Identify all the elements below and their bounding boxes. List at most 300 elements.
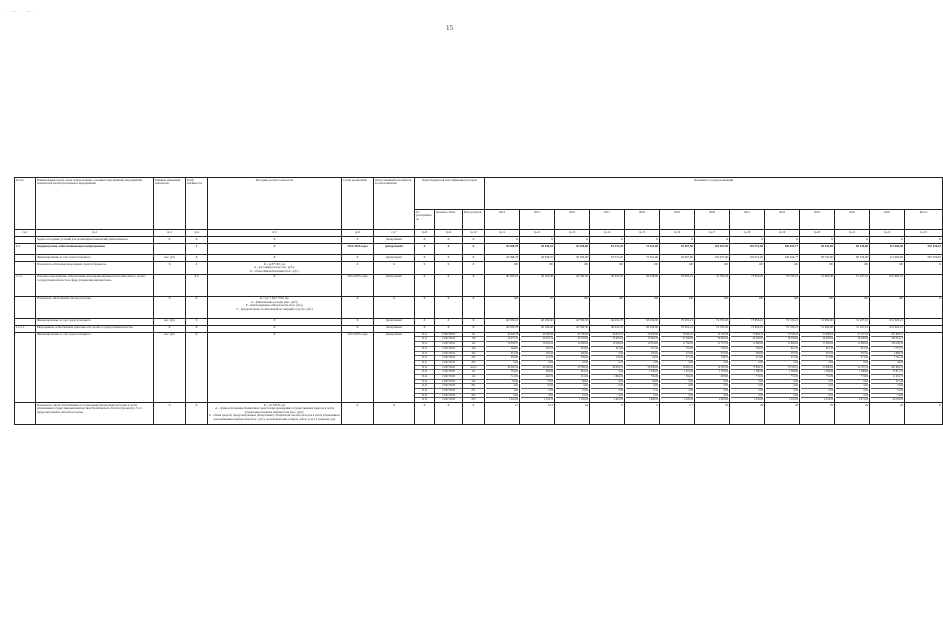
value-line: 0,00	[661, 380, 693, 385]
cell-name: Показатель «Исполнение сметы расходов»	[36, 296, 154, 318]
value-line: 1 596,60	[836, 370, 868, 375]
column-number: гр.17	[695, 230, 730, 237]
value-line: 0,00	[521, 389, 553, 394]
value-line: 2,00	[661, 389, 693, 394]
cell-value: 40 190,40	[520, 325, 555, 332]
cell-value: 29	[870, 403, 905, 425]
header-year: Итого	[905, 210, 943, 230]
value-line: 39 100,00	[766, 337, 798, 342]
code-line: 1520170010	[435, 352, 462, 357]
cell-value: Х	[905, 262, 943, 275]
value-line: 43,50	[556, 361, 588, 366]
cell-value: 70 720,21	[765, 274, 800, 296]
value-line: 51 107,10	[836, 333, 868, 338]
value-line: 2 354,00	[823, 398, 834, 402]
value-line: 1,60	[486, 389, 518, 394]
cell-name: Задача «Создание условий для реализации полномочий Департамента»	[36, 237, 154, 244]
cell-value: 40 649,35	[520, 255, 555, 262]
value-line: 1 580,00	[731, 370, 763, 375]
value-line: 784,50	[696, 347, 728, 352]
cell-value: 100	[660, 262, 695, 275]
cell-target-article: Х	[435, 244, 463, 255]
column-number: гр.13	[555, 230, 590, 237]
value-line: 0,00	[731, 389, 763, 394]
value-line: 0,00	[521, 361, 553, 366]
cell-coef: Х	[186, 332, 208, 402]
value-line: 138,70	[696, 356, 728, 361]
header-kbk: Коды бюджетной классификации расходов	[415, 178, 485, 210]
cell-value: Х	[905, 403, 943, 425]
method-line: Б - неисполненные обязательства (тыс. руб.);	[245, 303, 304, 308]
code-line: 122	[463, 342, 484, 347]
value-line: 74,40	[871, 384, 903, 389]
code-line: 853	[471, 398, 476, 402]
value-line: 56,40	[486, 380, 518, 385]
cell-value: 46 452,70	[590, 274, 625, 296]
cell-no	[15, 262, 36, 275]
cell-value: Х	[555, 237, 590, 244]
cell-value	[905, 318, 943, 325]
column-number: гр.21	[835, 230, 870, 237]
cell-value: Х	[905, 237, 943, 244]
cell-expense-type: Х	[463, 255, 485, 262]
cell-value: 100	[695, 296, 730, 318]
cell-method	[208, 262, 342, 275]
value-line: 537,50	[836, 352, 868, 357]
budget-table-wrapper	[14, 177, 942, 425]
value-line: 956,00	[521, 370, 553, 375]
value-line: 321,60	[591, 347, 623, 352]
cell-value: 49 388,78	[485, 255, 520, 262]
cell-no	[15, 318, 36, 325]
value-line: 227,40	[871, 380, 903, 385]
cell-value: 100	[870, 262, 905, 275]
cell-coef: Х	[186, 325, 208, 332]
column-number: гр.18	[730, 230, 765, 237]
cell-unit	[154, 244, 186, 255]
value-line: 373,50	[696, 352, 728, 357]
table-row	[15, 318, 943, 325]
column-number: гр.14	[590, 230, 625, 237]
value-line: 761,00	[486, 370, 518, 375]
code-line: 853	[463, 361, 484, 366]
value-line: 250,40	[521, 352, 553, 357]
column-number: гр.7	[374, 230, 415, 237]
header-year: 2016	[555, 210, 590, 230]
value-line: 10 552,60	[626, 342, 658, 347]
column-number: гр.8	[415, 230, 435, 237]
header-year: 2023	[800, 210, 835, 230]
cell-value-stack	[485, 332, 520, 402]
code-line: 0111	[415, 337, 434, 342]
value-line: 2 526,20	[683, 398, 694, 402]
value-line: 51 107,10	[836, 366, 868, 371]
table-row	[15, 274, 943, 296]
cell-value: Х	[520, 237, 555, 244]
cell-value: 76 002,21	[660, 318, 695, 325]
cell-no	[15, 403, 36, 425]
cell-value: 46 452,70	[590, 318, 625, 325]
code-line: 121	[463, 333, 484, 338]
cell-value: 63 373,20	[590, 244, 625, 255]
value-line: 250,00	[556, 356, 588, 361]
cell-value: 73 856,10	[730, 318, 765, 325]
value-line: 37 500,00	[661, 337, 693, 342]
header-year: 2020	[695, 210, 730, 230]
value-line: 70 720,21	[766, 366, 798, 371]
cell-value: 100	[590, 296, 625, 318]
table-row	[15, 296, 943, 318]
cell-expense-type: Х	[463, 318, 485, 325]
header-values: Значения по годам реализации	[485, 178, 943, 210]
cell-value: 51 900,00	[800, 274, 835, 296]
cell-responsible: Департамент	[374, 332, 415, 402]
cell-unit: тыс. руб.	[154, 255, 186, 262]
cell-period: Х	[342, 255, 374, 262]
cell-gr-rasp: Х	[415, 255, 435, 262]
table-row	[15, 255, 943, 262]
value-line: 0,00	[486, 394, 518, 399]
code-line: 0111	[415, 347, 434, 352]
header-no: № п/п	[15, 178, 36, 230]
value-line: 33 487,00	[591, 337, 623, 342]
column-number: гр.6	[342, 230, 374, 237]
cell-value: 43 769,30	[555, 325, 590, 332]
cell-value: 51 107,10	[835, 274, 870, 296]
cell-value-stack	[625, 332, 660, 402]
value-line: 2 098,20	[648, 398, 659, 402]
cell-period: Х	[342, 325, 374, 332]
cell-value: Х	[485, 237, 520, 244]
value-line: 58 439,90	[626, 366, 658, 371]
value-line: 0,00	[836, 361, 868, 366]
cell-method: Х	[208, 274, 342, 296]
cell-coef: Х	[186, 262, 208, 275]
cell-value-stack	[520, 332, 555, 402]
value-line: 0,00	[556, 384, 588, 389]
code-line: 0112	[415, 375, 434, 380]
header-coef: Коэф. значимости	[186, 178, 208, 230]
cell-value: Х	[905, 296, 943, 318]
value-line: 11 800,00	[731, 342, 763, 347]
cell-value: 3,12	[520, 403, 555, 425]
value-line: 0,00	[591, 389, 623, 394]
cell-method: Х	[208, 255, 342, 262]
cell-period: Х	[342, 403, 374, 425]
value-line: 774,00	[731, 375, 763, 380]
value-line: 153,30	[591, 356, 623, 361]
cell-value: 100	[730, 262, 765, 275]
value-line: 0,00	[766, 394, 798, 399]
method-line: Б - объем средств, предусмотренных Департаменту бюджетной сметой расходов в части управления и распоряжением имуществом (тыс. руб.), на приобретение товаров, работ, услуг в текущем году	[209, 413, 340, 421]
value-line: 735,20	[661, 347, 693, 352]
cell-value: 49 388,78	[485, 244, 520, 255]
cell-value: 96 339,00	[835, 244, 870, 255]
code-line: 1520170020	[435, 380, 462, 385]
header-year: 2018	[625, 210, 660, 230]
value-line: 74 795,20	[696, 366, 728, 371]
value-line: 0,00	[661, 384, 693, 389]
cell-value-stack	[800, 332, 835, 402]
cell-responsible: Департамент	[374, 255, 415, 262]
value-line: 0,00	[696, 394, 728, 399]
value-line: 631 663,21	[871, 333, 903, 338]
value-line: 1 595,80	[578, 398, 589, 402]
cell-value: 100	[695, 262, 730, 275]
cell-no: 1.1.	[15, 244, 36, 255]
cell-value: 100	[835, 296, 870, 318]
cell-value: Х	[590, 237, 625, 244]
value-line: 594,25	[661, 375, 693, 380]
value-line: 270,00	[626, 352, 658, 357]
code-line: 0113	[415, 384, 434, 389]
code-line: 0113	[415, 394, 434, 399]
value-line: 0,00	[626, 384, 658, 389]
value-line: 371,90	[766, 356, 798, 361]
value-line: 33 464,70	[626, 337, 658, 342]
cell-no: 1.2.1.1.	[15, 325, 36, 332]
value-line: 0,00	[696, 361, 728, 366]
cell-value: 73 856,10	[730, 274, 765, 296]
column-number: гр.3	[154, 230, 186, 237]
code-line: 0112	[415, 366, 434, 371]
cell-value: Х	[730, 237, 765, 244]
value-line: 364,60	[486, 347, 518, 352]
cell-period: 2014-2025 годы	[342, 274, 374, 296]
cell-value: 100	[835, 262, 870, 275]
value-line: 1 580,00	[801, 370, 833, 375]
code-line: 0112	[415, 380, 434, 385]
value-line: 0,00	[836, 394, 868, 399]
value-line: 68,00	[556, 380, 588, 385]
value-line: 73,00	[521, 380, 553, 385]
value-line: 0,00	[766, 384, 798, 389]
value-line: 1 510,00	[661, 370, 693, 375]
code-line: 129	[463, 337, 484, 342]
cell-value: 29	[765, 403, 800, 425]
cell-gr-rasp: Х	[415, 262, 435, 275]
cell-coef: 0,6	[186, 274, 208, 296]
cell-coef: Х	[186, 237, 208, 244]
cell-value: 99 543,00	[800, 255, 835, 262]
value-line: 58 439,90	[626, 333, 658, 338]
cell-name: Подпрограмма «Обеспечивающая подпрограмма»	[36, 244, 154, 255]
header-year: 2021	[730, 210, 765, 230]
table-row	[15, 403, 943, 425]
column-number: гр.23	[905, 230, 943, 237]
cell-responsible: Х	[374, 296, 415, 318]
method-line: Б - объем финансирования (тыс. руб.)	[250, 268, 299, 273]
value-line: 764,50	[731, 347, 763, 352]
cell-value: 73 856,10	[730, 325, 765, 332]
value-line: 0,00	[801, 361, 833, 366]
cell-value: 16	[555, 403, 590, 425]
value-line: 430 514,13	[871, 337, 903, 342]
cell-value: 100	[590, 262, 625, 275]
value-line: 39 100,00	[801, 337, 833, 342]
cell-period: 2014-2025 годы	[342, 332, 374, 402]
value-line: 0,00	[521, 394, 553, 399]
cell-value: 104 207,00	[695, 255, 730, 262]
value-line: 1 596,60	[766, 370, 798, 375]
cell-code-stack	[435, 332, 463, 402]
value-line: 0,00	[696, 384, 728, 389]
cell-value: 112 666,90	[870, 255, 905, 262]
cell-period: Х	[342, 296, 374, 318]
cell-value: 70 720,21	[765, 325, 800, 332]
value-line: 0,00	[731, 394, 763, 399]
value-line: 0,00	[696, 380, 728, 385]
cell-method: Х	[208, 332, 342, 402]
value-line: 0,00	[591, 394, 623, 399]
cell-value: 100	[730, 296, 765, 318]
cell-value: 59 309,00	[555, 244, 590, 255]
value-line: 371,90	[801, 356, 833, 361]
cell-no	[15, 255, 36, 262]
value-line: 128 146,32	[871, 342, 903, 347]
header-year: 2019	[660, 210, 695, 230]
value-line: 275,00	[661, 352, 693, 357]
page-number: 15	[446, 24, 453, 32]
method-line: А - сумма исполнения бюджетных средств при проведении государственных закупок в части управления казенных имуществом (тыс. руб.);	[215, 406, 334, 414]
value-line: 39 200,00	[696, 337, 728, 342]
cell-value: 43 769,30	[555, 274, 590, 296]
value-line: 0,00	[836, 380, 868, 385]
code-line: 851	[463, 389, 484, 394]
cell-gr-rasp: Х	[415, 318, 435, 325]
value-line: 10 336,37	[486, 342, 518, 347]
cell-value: 76 002,21	[660, 325, 695, 332]
code-line: 1520170020	[435, 384, 462, 389]
cell-value: Х	[765, 237, 800, 244]
value-line: 33 720,00	[556, 337, 588, 342]
cell-value: Х	[695, 237, 730, 244]
code-line: 1520170020	[435, 370, 462, 375]
cell-unit: Х	[154, 237, 186, 244]
cell-value: 100	[485, 296, 520, 318]
header-responsible: Ответственный исполнитель и соисполнители	[374, 178, 415, 230]
code-line: 0111	[415, 361, 434, 366]
cell-value: 40 649,35	[520, 244, 555, 255]
cell-value-stack	[835, 332, 870, 402]
column-number: гр.22	[870, 230, 905, 237]
code-line: 122	[463, 375, 484, 380]
column-number: гр.16	[660, 230, 695, 237]
cell-gr-rasp: Х	[415, 296, 435, 318]
value-line: 371,90	[836, 356, 868, 361]
code-line: 852	[463, 356, 484, 361]
cell-value: 74 795,20	[695, 318, 730, 325]
value-line: 76 002,21	[661, 333, 693, 338]
value-line: 2 662,20	[591, 375, 623, 380]
cell-method: Х	[208, 237, 342, 244]
cell-responsible: Департамент	[374, 318, 415, 325]
code-line: всего	[463, 366, 484, 371]
value-line: 0,00	[486, 361, 518, 366]
value-line: 0,00	[626, 394, 658, 399]
cell-value: 100	[555, 262, 590, 275]
value-line: 2,00	[696, 389, 728, 394]
value-line: 0,00	[836, 389, 868, 394]
cell-value: 43 769,30	[555, 318, 590, 325]
cell-coef: Х	[186, 296, 208, 318]
cell-value-stack	[555, 332, 590, 402]
cell-value-stack	[590, 332, 625, 402]
value-line: 0,00	[766, 389, 798, 394]
value-line: 511,00	[486, 375, 518, 380]
value-line: 0,00	[801, 380, 833, 385]
cell-value: Х	[870, 237, 905, 244]
cell-unit: %	[154, 403, 186, 425]
header-year: 2025	[870, 210, 905, 230]
value-line: 0,00	[766, 380, 798, 385]
cell-target-article: Х	[435, 262, 463, 275]
cell-method	[208, 296, 342, 318]
cell-value: 100	[800, 296, 835, 318]
cell-gr-rasp: Х	[415, 274, 435, 296]
value-line: 260,00	[556, 352, 588, 357]
method-line: К = (А + Б)/С*100, где	[260, 296, 289, 301]
budget-table	[14, 177, 943, 425]
cell-responsible: Департамент	[374, 237, 415, 244]
table-row	[15, 325, 943, 332]
cell-period: Х	[342, 237, 374, 244]
value-line: 26 538,00	[892, 398, 904, 402]
code-line: 0113	[421, 398, 428, 402]
cell-coef: Х	[186, 318, 208, 325]
value-line: 10 300,00	[591, 342, 623, 347]
cell-unit: Х	[154, 325, 186, 332]
value-line: 0,00	[591, 370, 623, 375]
value-line: 43 769,30	[556, 333, 588, 338]
column-number: гр.1	[15, 230, 36, 237]
value-line: 11 760,00	[661, 342, 693, 347]
value-line: 612,30	[836, 347, 868, 352]
cell-value: 100	[765, 296, 800, 318]
value-line: 537,50	[801, 352, 833, 357]
value-line: 46 452,70	[591, 366, 623, 371]
header-method: Методика расчета показателя	[208, 178, 342, 230]
cell-method: Х	[208, 325, 342, 332]
cell-responsible: Департамент	[374, 325, 415, 332]
cell-value: 74 795,20	[695, 274, 730, 296]
value-line: 1 522,70	[543, 398, 554, 402]
code-line: 0111	[415, 333, 434, 338]
cell-value: 100	[660, 296, 695, 318]
cell-value: 112 666,90	[870, 244, 905, 255]
value-line: 49 500,78	[486, 333, 518, 338]
cell-gr-rasp: Х	[415, 325, 435, 332]
cell-name: Основное мероприятие «Обеспечение исполнения функций исполнительного органа государственной власти в сфере управления имуществом»	[36, 274, 154, 296]
code-line: 121	[463, 370, 484, 375]
column-number: гр.10	[463, 230, 485, 237]
code-line: 242	[463, 352, 484, 357]
cell-expense-type: Х	[463, 325, 485, 332]
cell-value: Х	[835, 237, 870, 244]
value-line: 0,00	[591, 352, 623, 357]
value-line: 612,30	[801, 347, 833, 352]
cell-value: 51 107,10	[835, 325, 870, 332]
cell-value: 58 439,90	[625, 325, 660, 332]
cell-value: 100 824,77	[765, 255, 800, 262]
value-line: 0,00	[591, 380, 623, 385]
cell-value: 76 002,21	[660, 274, 695, 296]
value-line: 11 431,75	[871, 375, 903, 380]
code-line: 1520170010	[435, 342, 462, 347]
code-line: 0111	[415, 356, 434, 361]
value-line: 70,40	[521, 384, 553, 389]
cell-value	[905, 325, 943, 332]
